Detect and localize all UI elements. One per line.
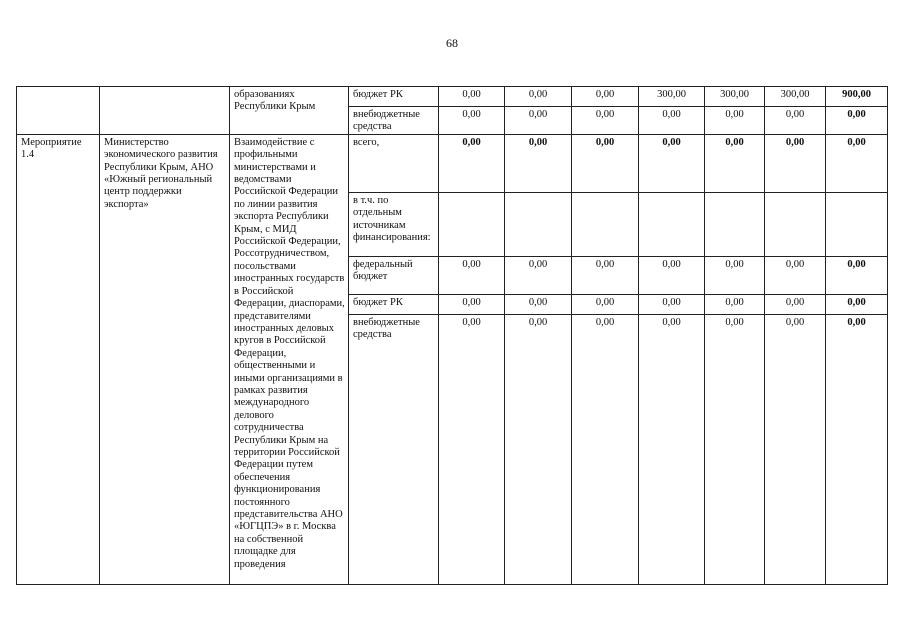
value-cell: 0,00: [505, 134, 572, 192]
value-cell: 0,00: [572, 134, 639, 192]
value-cell: 0,00: [765, 314, 826, 584]
executor-cell-empty: [100, 87, 230, 135]
value-cell: [439, 192, 505, 256]
value-cell: 0,00: [572, 294, 639, 314]
value-cell: 0,00: [505, 314, 572, 584]
total-cell: 0,00: [826, 107, 888, 135]
value-cell: 0,00: [439, 134, 505, 192]
value-cell: 0,00: [572, 256, 639, 294]
total-cell: [826, 192, 888, 256]
value-cell: [705, 192, 765, 256]
total-cell: 900,00: [826, 87, 888, 107]
description-cell: Взаимодействие с профильными министерствами и ведомствами Российской Федерации по линии развития экспорта Республики Крым, с МИД Российской Федерации, Россотрудничеством, посольствами иностранных государств в Российской Федерации, диаспорами, представителями иностранных деловых кругов в Российской Федерации, общественными и иными организациями в рамках развития международного делового сотрудничества Республики Крым на территории Российской Федерации путем обеспечения функционирования постоянного представительства АНО «ЮГЦПЭ» в г. Москва на собственной площадке для проведения: [230, 134, 349, 584]
value-cell: 0,00: [639, 107, 705, 135]
value-cell: [572, 192, 639, 256]
value-cell: 0,00: [705, 256, 765, 294]
value-cell: 300,00: [705, 87, 765, 107]
value-cell: 0,00: [765, 256, 826, 294]
source-cell: внебюджетные средства: [349, 107, 439, 135]
source-cell: внебюджетные средства: [349, 314, 439, 584]
value-cell: 0,00: [705, 314, 765, 584]
source-cell: бюджет РК: [349, 294, 439, 314]
source-cell: в т.ч. по отдельным источникам финансирования:: [349, 192, 439, 256]
measure-name-cell: Мероприятие 1.4: [17, 134, 100, 584]
value-cell: 0,00: [572, 314, 639, 584]
value-cell: 0,00: [765, 107, 826, 135]
table-row: [17, 134, 888, 192]
page-number: 68: [446, 36, 458, 50]
value-cell: 0,00: [505, 87, 572, 107]
table-row: [17, 87, 888, 107]
value-cell: [765, 192, 826, 256]
value-cell: 0,00: [705, 134, 765, 192]
value-cell: 0,00: [705, 294, 765, 314]
value-cell: 0,00: [639, 134, 705, 192]
value-cell: 300,00: [765, 87, 826, 107]
value-cell: 300,00: [639, 87, 705, 107]
value-cell: 0,00: [639, 256, 705, 294]
value-cell: 0,00: [505, 256, 572, 294]
value-cell: 0,00: [505, 107, 572, 135]
value-cell: 0,00: [572, 87, 639, 107]
total-cell: 0,00: [826, 134, 888, 192]
value-cell: 0,00: [439, 107, 505, 135]
source-cell: всего,: [349, 134, 439, 192]
value-cell: 0,00: [439, 87, 505, 107]
value-cell: 0,00: [639, 294, 705, 314]
measure-cell-empty: [17, 87, 100, 135]
value-cell: 0,00: [439, 294, 505, 314]
value-cell: 0,00: [639, 314, 705, 584]
total-cell: 0,00: [826, 294, 888, 314]
source-cell: федеральный бюджет: [349, 256, 439, 294]
budget-table: [16, 86, 888, 585]
value-cell: 0,00: [439, 256, 505, 294]
total-cell: 0,00: [826, 314, 888, 584]
value-cell: [505, 192, 572, 256]
value-cell: [639, 192, 705, 256]
value-cell: 0,00: [572, 107, 639, 135]
value-cell: 0,00: [765, 134, 826, 192]
executor-cell: Министерство экономического развития Республики Крым, АНО «Южный региональный центр поддержки экспорта»: [100, 134, 230, 584]
total-cell: 0,00: [826, 256, 888, 294]
source-cell: бюджет РК: [349, 87, 439, 107]
value-cell: 0,00: [439, 314, 505, 584]
description-cell: образованиях Республики Крым: [230, 87, 349, 135]
value-cell: 0,00: [765, 294, 826, 314]
value-cell: 0,00: [505, 294, 572, 314]
value-cell: 0,00: [705, 107, 765, 135]
